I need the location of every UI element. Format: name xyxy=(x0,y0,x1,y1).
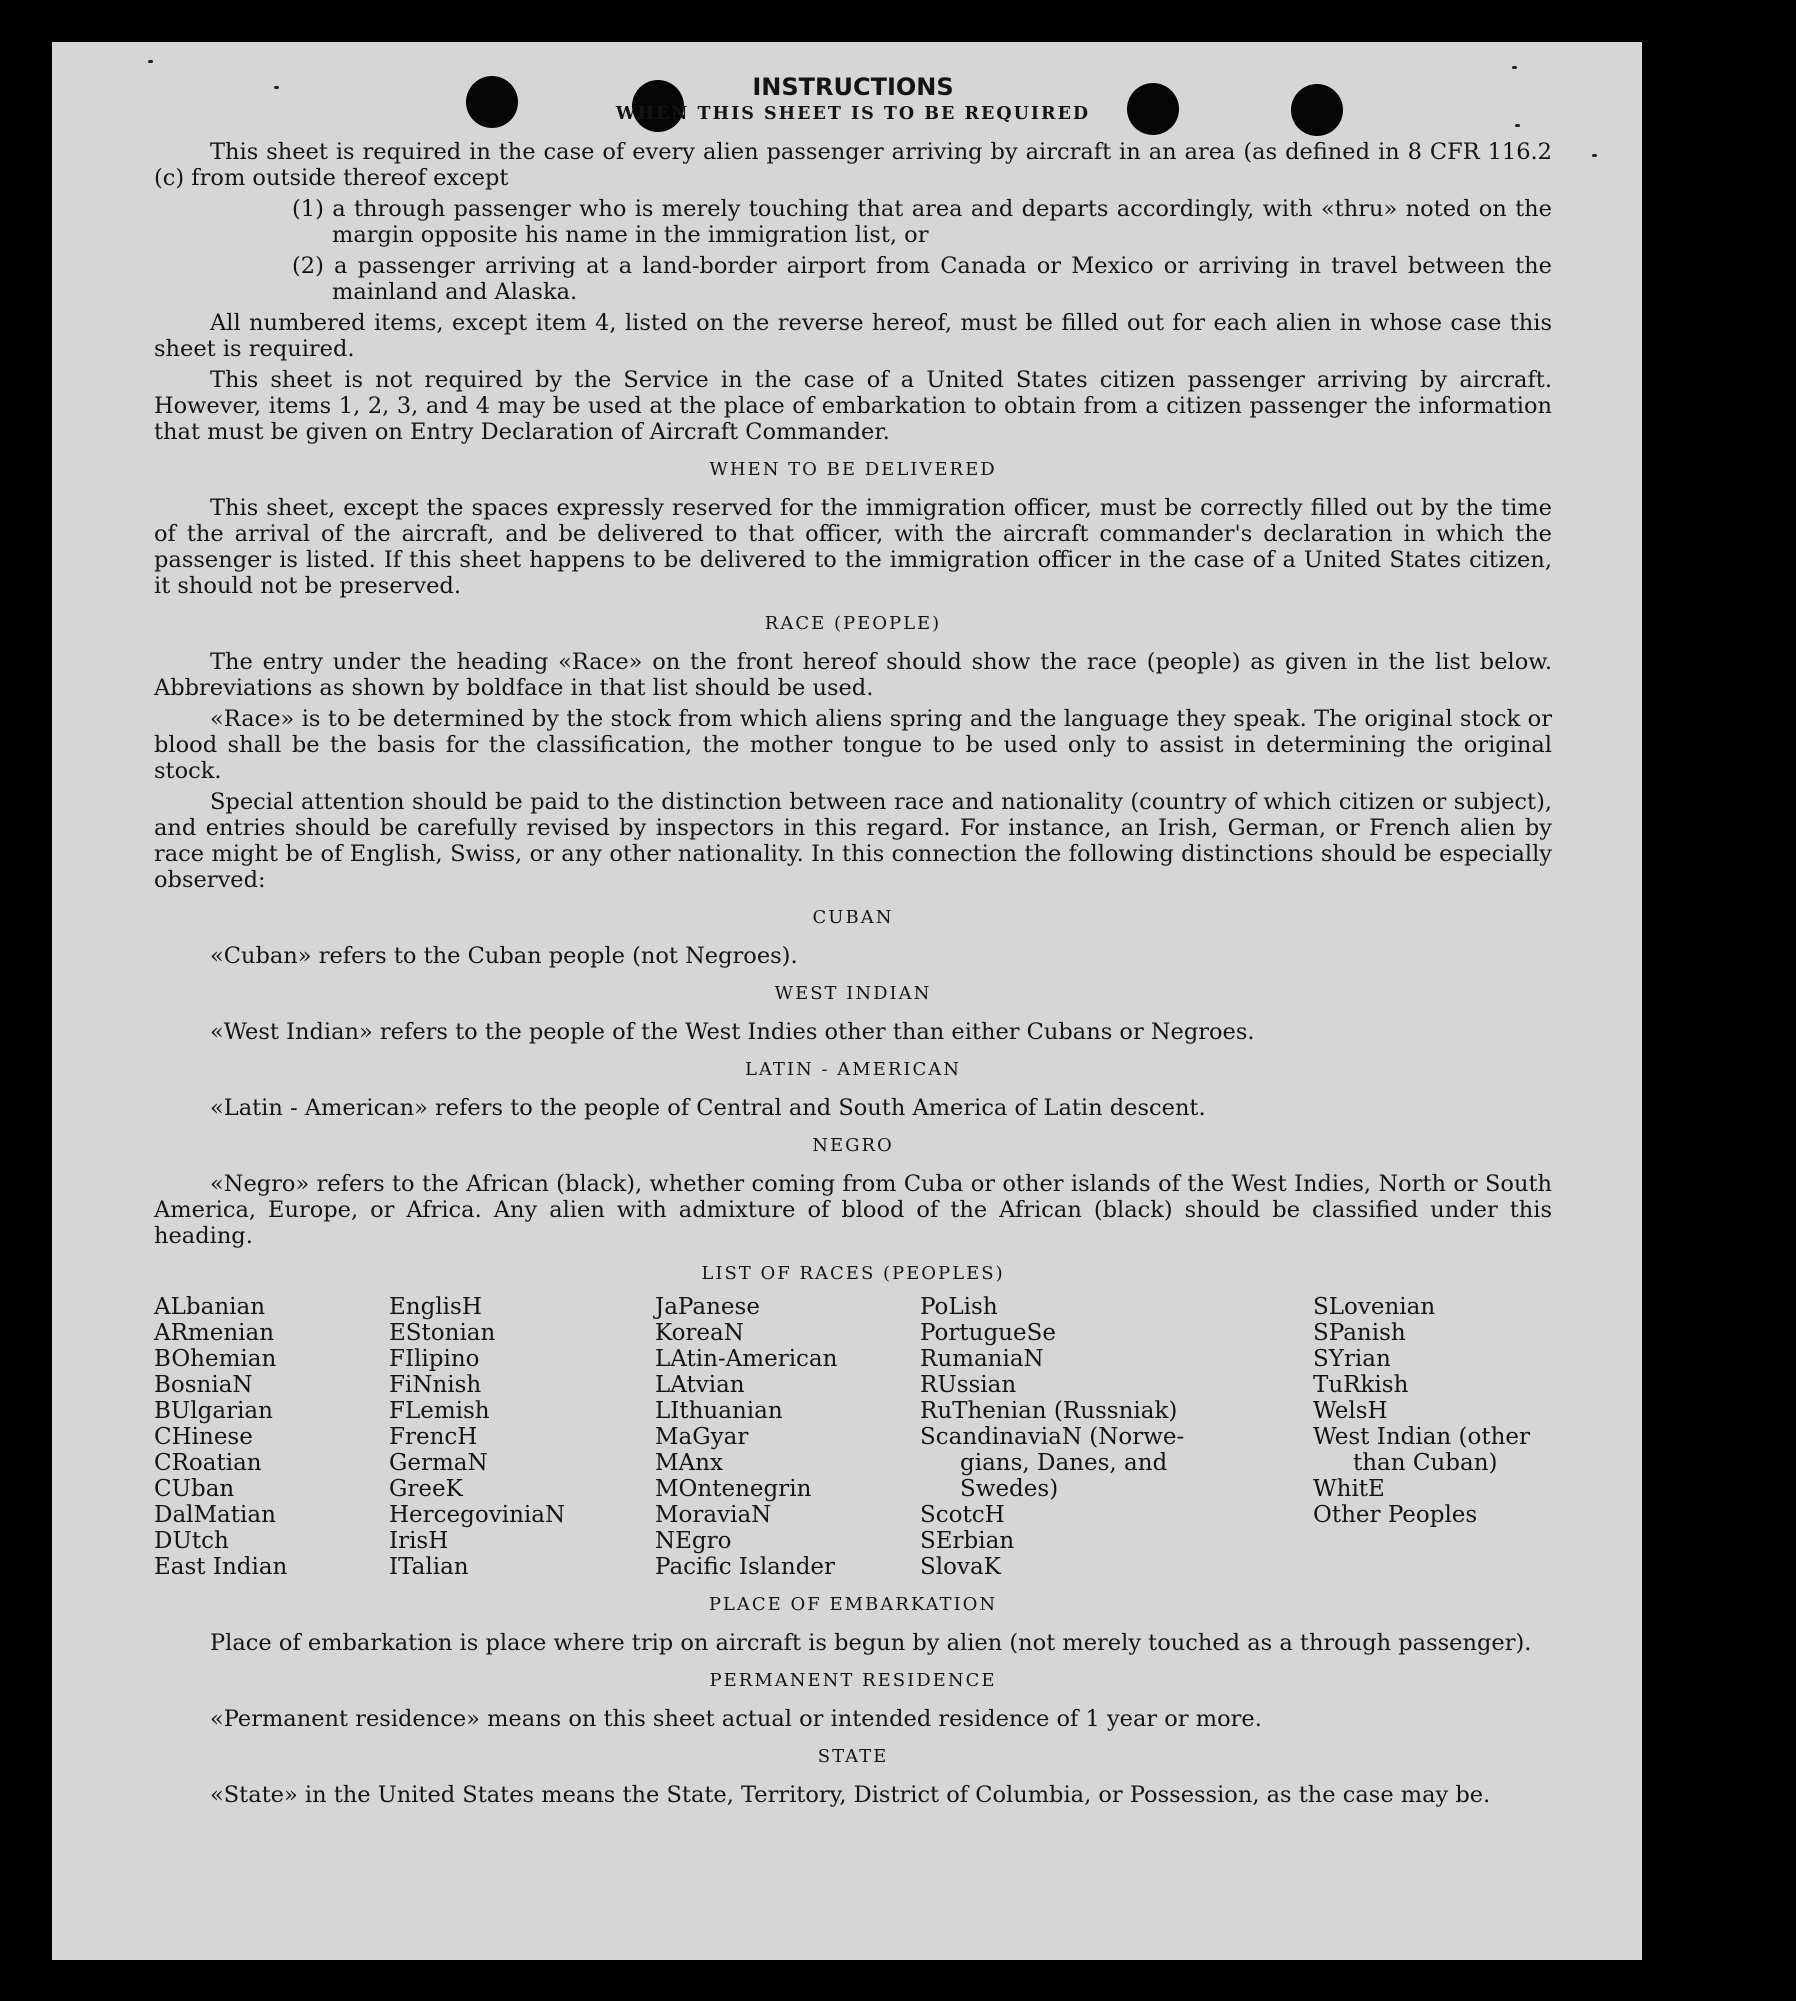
list-item: GreeK xyxy=(389,1476,463,1502)
list-item: ARmenian xyxy=(154,1320,275,1346)
list-item: (1) a through passenger who is merely touching that area and departs accordingly, with «thru» noted on the margin opposite his name in the immigration list, or xyxy=(292,196,1552,248)
document-page xyxy=(52,42,1642,1960)
list-item: LAtvian xyxy=(655,1372,745,1398)
list-item: KoreaN xyxy=(655,1320,744,1346)
list-item: HercegovinіaN xyxy=(389,1502,566,1528)
list-item: Pacific Islander xyxy=(655,1554,836,1580)
paragraph: Place of embarkation is place where trip on aircraft is begun by alien (not merely touched as a through passenger). xyxy=(210,1630,1532,1656)
list-item: WhitE xyxy=(1313,1476,1385,1502)
section-heading: PLACE OF EMBARKATION xyxy=(708,1594,998,1615)
list-item: CHinese xyxy=(154,1424,253,1450)
list-item: MAnx xyxy=(655,1450,723,1476)
list-item: CRoatian xyxy=(154,1450,262,1476)
speck xyxy=(1592,154,1597,157)
paragraph: All numbered items, except item 4, listed on the reverse hereof, must be filled out for each alien in whose case this sheet is required. xyxy=(154,310,1552,362)
list-item: IrisH xyxy=(389,1528,449,1554)
paragraph: «Latin - American» refers to the people of Central and South America of Latin descent. xyxy=(210,1095,1206,1121)
list-item: CUban xyxy=(154,1476,235,1502)
list-item: NEgro xyxy=(655,1528,732,1554)
paragraph: «West Indian» refers to the people of the West Indies other than either Cubans or Negroes. xyxy=(210,1019,1255,1045)
list-item: FLemish xyxy=(389,1398,490,1424)
list-item: PortugueSe xyxy=(920,1320,1056,1346)
race-column xyxy=(655,1294,920,1580)
list-item: EStonian xyxy=(389,1320,496,1346)
document-body xyxy=(154,72,1552,1813)
list-item: PoLish xyxy=(920,1294,998,1320)
section-heading: WHEN THIS SHEET IS TO BE REQUIRED xyxy=(615,104,1091,124)
race-column xyxy=(920,1294,1313,1580)
race-column xyxy=(154,1294,389,1580)
list-item: ScotcH xyxy=(920,1502,1005,1528)
section-heading: STATE xyxy=(817,1746,889,1767)
list-item: GermaN xyxy=(389,1450,488,1476)
list-item: SYrian xyxy=(1313,1346,1391,1372)
list-item: SPanish xyxy=(1313,1320,1406,1346)
paragraph: Special attention should be paid to the distinction between race and nationality (country of which citizen or subject), and entries should be carefully revised by inspectors in this regard. For instance, an Irish, German, or French alien by race might be of English, Swiss, or any other nationality. In this connection the following distinctions should be especially observed: xyxy=(154,789,1552,893)
section-heading: CUBAN xyxy=(812,907,894,928)
list-item: JaPanese xyxy=(655,1294,760,1320)
list-item: SLovenian xyxy=(1313,1294,1436,1320)
paragraph: The entry under the heading «Race» on the front hereof should show the race (people) as given in the list below. Abbreviations as shown by boldface in that list should be used. xyxy=(154,649,1552,701)
section-heading: NEGRO xyxy=(812,1135,894,1156)
list-item: RumaniaN xyxy=(920,1346,1044,1372)
race-list xyxy=(154,1294,1552,1580)
list-item: FiNnish xyxy=(389,1372,482,1398)
list-item: DUtch xyxy=(154,1528,229,1554)
race-column xyxy=(1313,1294,1552,1580)
speck xyxy=(1512,66,1517,69)
list-item: (2) a passenger arriving at a land-border airport from Canada or Mexico or arriving in travel between the mainland and Alaska. xyxy=(292,253,1552,305)
list-item: ALbanian xyxy=(154,1294,266,1320)
section-heading: RACE (PEOPLE) xyxy=(764,613,942,634)
list-item: FrencH xyxy=(389,1424,478,1450)
list-item: SlovaK xyxy=(920,1554,1001,1580)
list-item: BUlgarian xyxy=(154,1398,273,1424)
list-item: RUssian xyxy=(920,1372,1017,1398)
list-item: DalMatian xyxy=(154,1502,276,1528)
list-item: MaGyar xyxy=(655,1424,749,1450)
paragraph: This sheet, except the spaces expressly reserved for the immigration officer, must be correctly filled out by the time of the arrival of the aircraft, and be delivered to that officer, with the aircraft commander's declaration in which the passenger is listed. If this sheet happens to be delivered to the immigration officer in the case of a United States citizen, it should not be preserved. xyxy=(154,495,1552,599)
list-item: FIlipino xyxy=(389,1346,480,1372)
list-item: LAtin-American xyxy=(655,1346,838,1372)
page-title: INSTRUCTIONS xyxy=(752,73,954,101)
section-heading: LIST OF RACES (PEOPLES) xyxy=(701,1263,1005,1284)
list-item: MoraviaN xyxy=(655,1502,772,1528)
paragraph: «Cuban» refers to the Cuban people (not Negroes). xyxy=(210,943,798,969)
speck xyxy=(148,60,153,63)
paragraph: «Permanent residence» means on this sheet actual or intended residence of 1 year or more. xyxy=(210,1706,1262,1732)
paragraph: «Race» is to be determined by the stock from which aliens spring and the language they speak. The original stock or blood shall be the basis for the classification, the mother tongue to be used only to assist in determining the original stock. xyxy=(154,706,1552,784)
list-item: ITalian xyxy=(389,1554,469,1580)
section-heading: LATIN - AMERICAN xyxy=(744,1059,962,1080)
section-heading: WHEN TO BE DELIVERED xyxy=(709,459,997,480)
list-item: East Indian xyxy=(154,1554,288,1580)
list-item: RuThenian (Russniak) xyxy=(920,1398,1178,1424)
list-item: WelsH xyxy=(1313,1398,1388,1424)
list-item: ScandinaviaN (Norwe- xyxy=(920,1424,1185,1450)
paragraph: This sheet is required in the case of every alien passenger arriving by aircraft in an area (as defined in 8 CFR 116.2 (c) from outside thereof except xyxy=(154,139,1552,191)
list-item: SErbian xyxy=(920,1528,1015,1554)
list-item: BOhemian xyxy=(154,1346,277,1372)
race-column xyxy=(389,1294,655,1580)
list-item: EnglisH xyxy=(389,1294,482,1320)
paragraph: This sheet is not required by the Service in the case of a United States citizen passenger arriving by aircraft. However, items 1, 2, 3, and 4 may be used at the place of embarkation to obtain from a citizen passenger the information that must be given on Entry Declaration of Aircraft Commander. xyxy=(154,367,1552,445)
list-item-continuation: Swedes) xyxy=(960,1476,1059,1502)
paragraph: «Negro» refers to the African (black), whether coming from Cuba or other islands of the West Indies, North or South America, Europe, or Africa. Any alien with admixture of blood of the African (black) should be classified under this heading. xyxy=(154,1171,1552,1249)
list-item: BosniaN xyxy=(154,1372,253,1398)
section-heading: WEST INDIAN xyxy=(774,983,932,1004)
section-heading: PERMANENT RESIDENCE xyxy=(709,1670,997,1691)
list-item: West Indian (other xyxy=(1313,1424,1531,1450)
list-item: MOntenegrin xyxy=(655,1476,812,1502)
paragraph: «State» in the United States means the State, Territory, District of Columbia, or Possession, as the case may be. xyxy=(210,1782,1491,1808)
list-item: LIthuanian xyxy=(655,1398,783,1424)
list-item: Other Peoples xyxy=(1313,1502,1478,1528)
list-item-continuation: than Cuban) xyxy=(1353,1450,1498,1476)
list-item: TuRkish xyxy=(1313,1372,1409,1398)
list-item-continuation: gians, Danes, and xyxy=(960,1450,1168,1476)
